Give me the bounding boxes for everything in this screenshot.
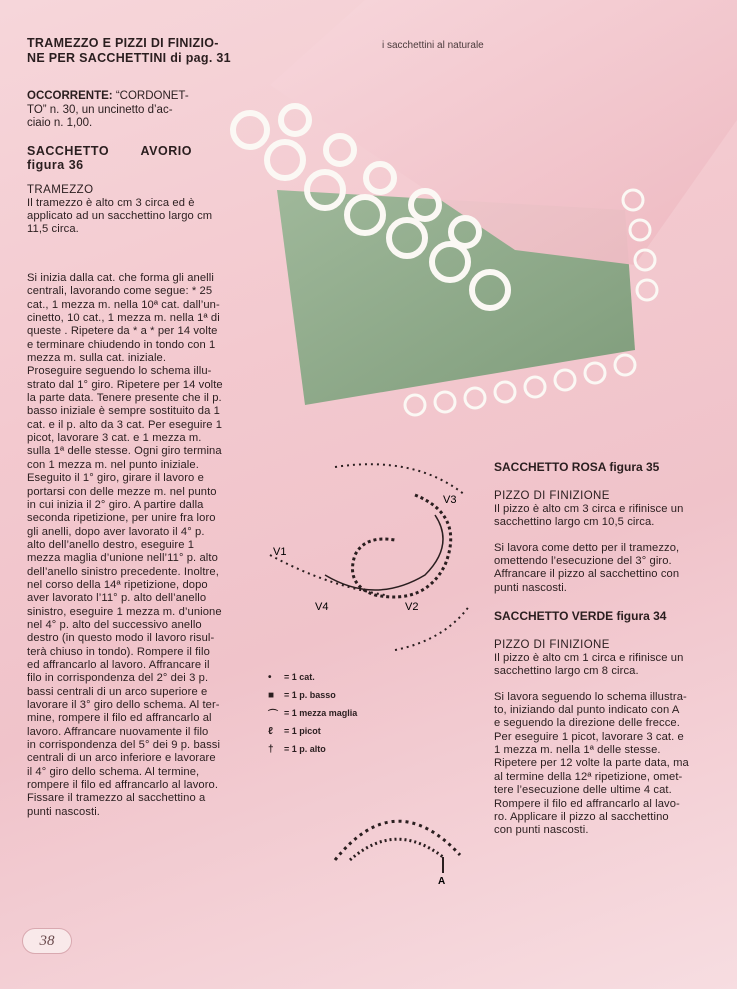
label-v2: V2 <box>405 601 419 613</box>
legend-label: = 1 p. basso <box>284 690 336 700</box>
avorio-body <box>27 272 245 819</box>
text-line: punti nascosti. <box>494 581 568 594</box>
label-v4: V4 <box>315 601 329 613</box>
text-line: Ripetere per 12 volte la parte data, ma <box>494 757 689 770</box>
text-line: Il pizzo è alto cm 1 circa e rifinisce un <box>494 652 684 665</box>
text-line: Rompere il filo ed affrancarlo al lavo- <box>494 797 680 810</box>
text-line: mine, rompere il filo ed affrancarlo al <box>27 712 212 725</box>
text-line: seconda ripetizione, per unire fra loro <box>27 512 216 525</box>
legend-item <box>268 668 357 686</box>
text-line: e terminare chiudendo in tondo con 1 <box>27 338 216 351</box>
legend-symbol: ⌒ <box>268 709 278 721</box>
text-line: picot, lavorare 3 cat. e 1 mezza m. <box>27 432 202 445</box>
text-line: tere l’esecuzione delle ultime 4 cat. <box>494 784 672 797</box>
legend-label: = 1 mezza maglia <box>284 708 358 718</box>
text-line: ro. Applicare il pizzo al sacchettino <box>494 810 669 823</box>
text-line: destro (in questo modo il lavoro risul- <box>27 632 215 645</box>
text-line: il 4° giro dello schema. Al termine, <box>27 765 200 778</box>
text-line: Proseguire seguendo lo schema illu- <box>27 365 212 378</box>
main-heading: TRAMEZZO E PIZZI DI FINIZIO- NE PER SACCHETTINI di pag. 31 <box>27 36 231 65</box>
text-line: Affrancare il pizzo al sacchettino con <box>494 568 680 581</box>
text-line: sacchettino largo cm 10,5 circa. <box>494 516 655 529</box>
legend-item <box>268 704 357 722</box>
crochet-diagram-36 <box>265 455 480 655</box>
legend-label: = 1 cat. <box>284 672 315 682</box>
text-line: strato dal 1° giro. Ripetere per 14 volte <box>27 378 223 391</box>
right-column <box>494 460 712 838</box>
legend-symbol: ℓ <box>268 725 273 737</box>
rosa-title: SACCHETTO ROSA figura 35 <box>494 460 660 474</box>
text-line: rompere il filo ed affrancarlo al lavoro. <box>27 779 219 792</box>
text-line: punti nascosti. <box>27 805 101 818</box>
legend-item <box>268 740 357 758</box>
text-line: sacchettino largo cm 8 circa. <box>494 665 639 678</box>
text-line: in corrispondenza del 5° dei 9 p. bassi <box>27 739 221 752</box>
text-line: mezza m. sulla cat. iniziale. <box>27 352 167 365</box>
text-line: omettendo l’esecuzione del 3° giro. <box>494 555 672 568</box>
page-number: 38 <box>22 928 72 954</box>
text-line: con 1 mezza m. nel punto iniziale. <box>27 458 199 471</box>
text-line: Eseguito il 1° giro, girare il lavoro e <box>27 472 204 485</box>
text-line: la parte data. Tenere presente che il p. <box>27 392 222 405</box>
legend-item <box>268 686 357 704</box>
rosa-subheading: PIZZO DI FINIZIONE <box>494 490 610 502</box>
text-line: basso iniziale è sempre sostituito da 1 <box>27 405 220 418</box>
text-line: Si lavora come detto per il tramezzo, <box>494 541 680 554</box>
text-line: con punti nascosti. <box>494 824 589 837</box>
text-line: sulla 1ª delle stesse. Ogni giro termina <box>27 445 222 458</box>
text-line: 1 mezza m. nella 1ª delle stesse. <box>494 744 661 757</box>
text-line: Il pizzo è alto cm 3 circa e rifinisce un <box>494 503 684 515</box>
text-line: mezza maglia d’unione nell’11° p. alto <box>27 552 218 565</box>
text-line: nel 4° p. alto del successivo anello <box>27 618 202 631</box>
legend-label: = 1 p. alto <box>284 744 326 754</box>
text-line: nel corso della 14ª ripetizione, dopo <box>27 578 208 591</box>
legend-symbol: † <box>268 743 274 755</box>
text-line: 11,5 circa. <box>27 223 79 236</box>
text-line: gli anelli, dopo aver lavorato il 4° p. <box>27 525 205 538</box>
avorio-subheading: TRAMEZZO <box>27 183 94 196</box>
text-line: e seguendo la direzione delle frecce. <box>494 717 680 730</box>
text-line: centrali, lavorando come segue: * 25 <box>27 285 213 298</box>
photo-caption: i sacchettini al naturale <box>382 40 484 51</box>
text-line: to, iniziando dal punto indicato con A <box>494 704 680 717</box>
text-line: sinistro, eseguire 1 mezza m. d’unione <box>27 605 222 618</box>
label-v1: V1 <box>273 546 287 558</box>
text-line: cat. e il p. alto da 3 cat. Per eseguire 1 <box>27 418 223 431</box>
rosa-paragraph-1 <box>494 503 712 530</box>
legend-symbol: ■ <box>268 689 275 701</box>
symbol-legend <box>268 668 357 758</box>
avorio-title: SACCHETTO AVORIO figura 36 <box>27 143 192 172</box>
text-line: portarsi con delle mezze m. nel punto <box>27 485 217 498</box>
verde-paragraph-2 <box>494 691 712 838</box>
legend-symbol: • <box>268 671 272 683</box>
text-line: filo in corrispondenza del 2° dei 3 p. <box>27 672 209 685</box>
materials: OCCORRENTE: “CORDONET- TO” n. 30, un uncinetto d’ac- ciaio n. 1,00. <box>27 90 189 129</box>
rosa-paragraph-2 <box>494 542 712 595</box>
text-line: dell’anello sinistro precedente. Inoltre, <box>27 565 219 578</box>
text-line: Si inizia dalla cat. che forma gli anelli <box>27 272 214 284</box>
text-line: in cui inizia il 2° giro. A partire dalla <box>27 498 204 511</box>
legend-label: = 1 picot <box>284 726 321 736</box>
text-line: aver lavorato l’11° p. alto dell’anello <box>27 592 207 605</box>
text-line: cat., 1 mezza m. nella 10ª cat. dall’un- <box>27 298 220 311</box>
text-line: queste . Ripetere da * a * per 14 volte <box>27 325 218 338</box>
avorio-intro <box>27 197 245 237</box>
text-line: Si lavora seguendo lo schema illustra- <box>494 690 687 703</box>
text-line: centrali di un arco inferiore e lavorare <box>27 752 216 765</box>
text-line: ed affrancarlo al lavoro. Affrancare il <box>27 658 210 671</box>
left-column <box>27 36 245 237</box>
verde-subheading: PIZZO DI FINIZIONE <box>494 639 610 652</box>
verde-title: SACCHETTO VERDE figura 34 <box>494 609 667 624</box>
legend-item <box>268 722 357 740</box>
text-line: al termine della 12ª ripetizione, omet- <box>494 770 683 783</box>
text-line: applicato ad un sacchettino largo cm <box>27 209 213 222</box>
text-line: Il tramezzo è alto cm 3 circa ed è <box>27 196 195 209</box>
text-line: terà chiuso in tondo). Rompere il filo <box>27 645 210 658</box>
label-a: A <box>438 876 446 885</box>
verde-paragraph-1 <box>494 652 712 679</box>
text-line: Per eseguire 1 picot, lavorare 3 cat. e <box>494 730 684 743</box>
text-line: alto dell’anello destro, eseguire 1 <box>27 538 195 551</box>
label-v3: V3 <box>443 494 457 506</box>
text-line: lavoro. Affrancare nuovamente il filo <box>27 725 209 738</box>
crochet-diagram-34 <box>325 795 470 885</box>
text-line: Fissare il tramezzo al sacchettino a <box>27 792 206 805</box>
sachets-photo <box>215 0 737 440</box>
text-line: bassi centrali di un arco superiore e <box>27 685 208 698</box>
text-line: lavorare il 3° giro dello schema. Al ter- <box>27 699 220 711</box>
text-line: cinetto, 10 cat., 1 mezza m. nella 1ª di <box>27 312 220 325</box>
